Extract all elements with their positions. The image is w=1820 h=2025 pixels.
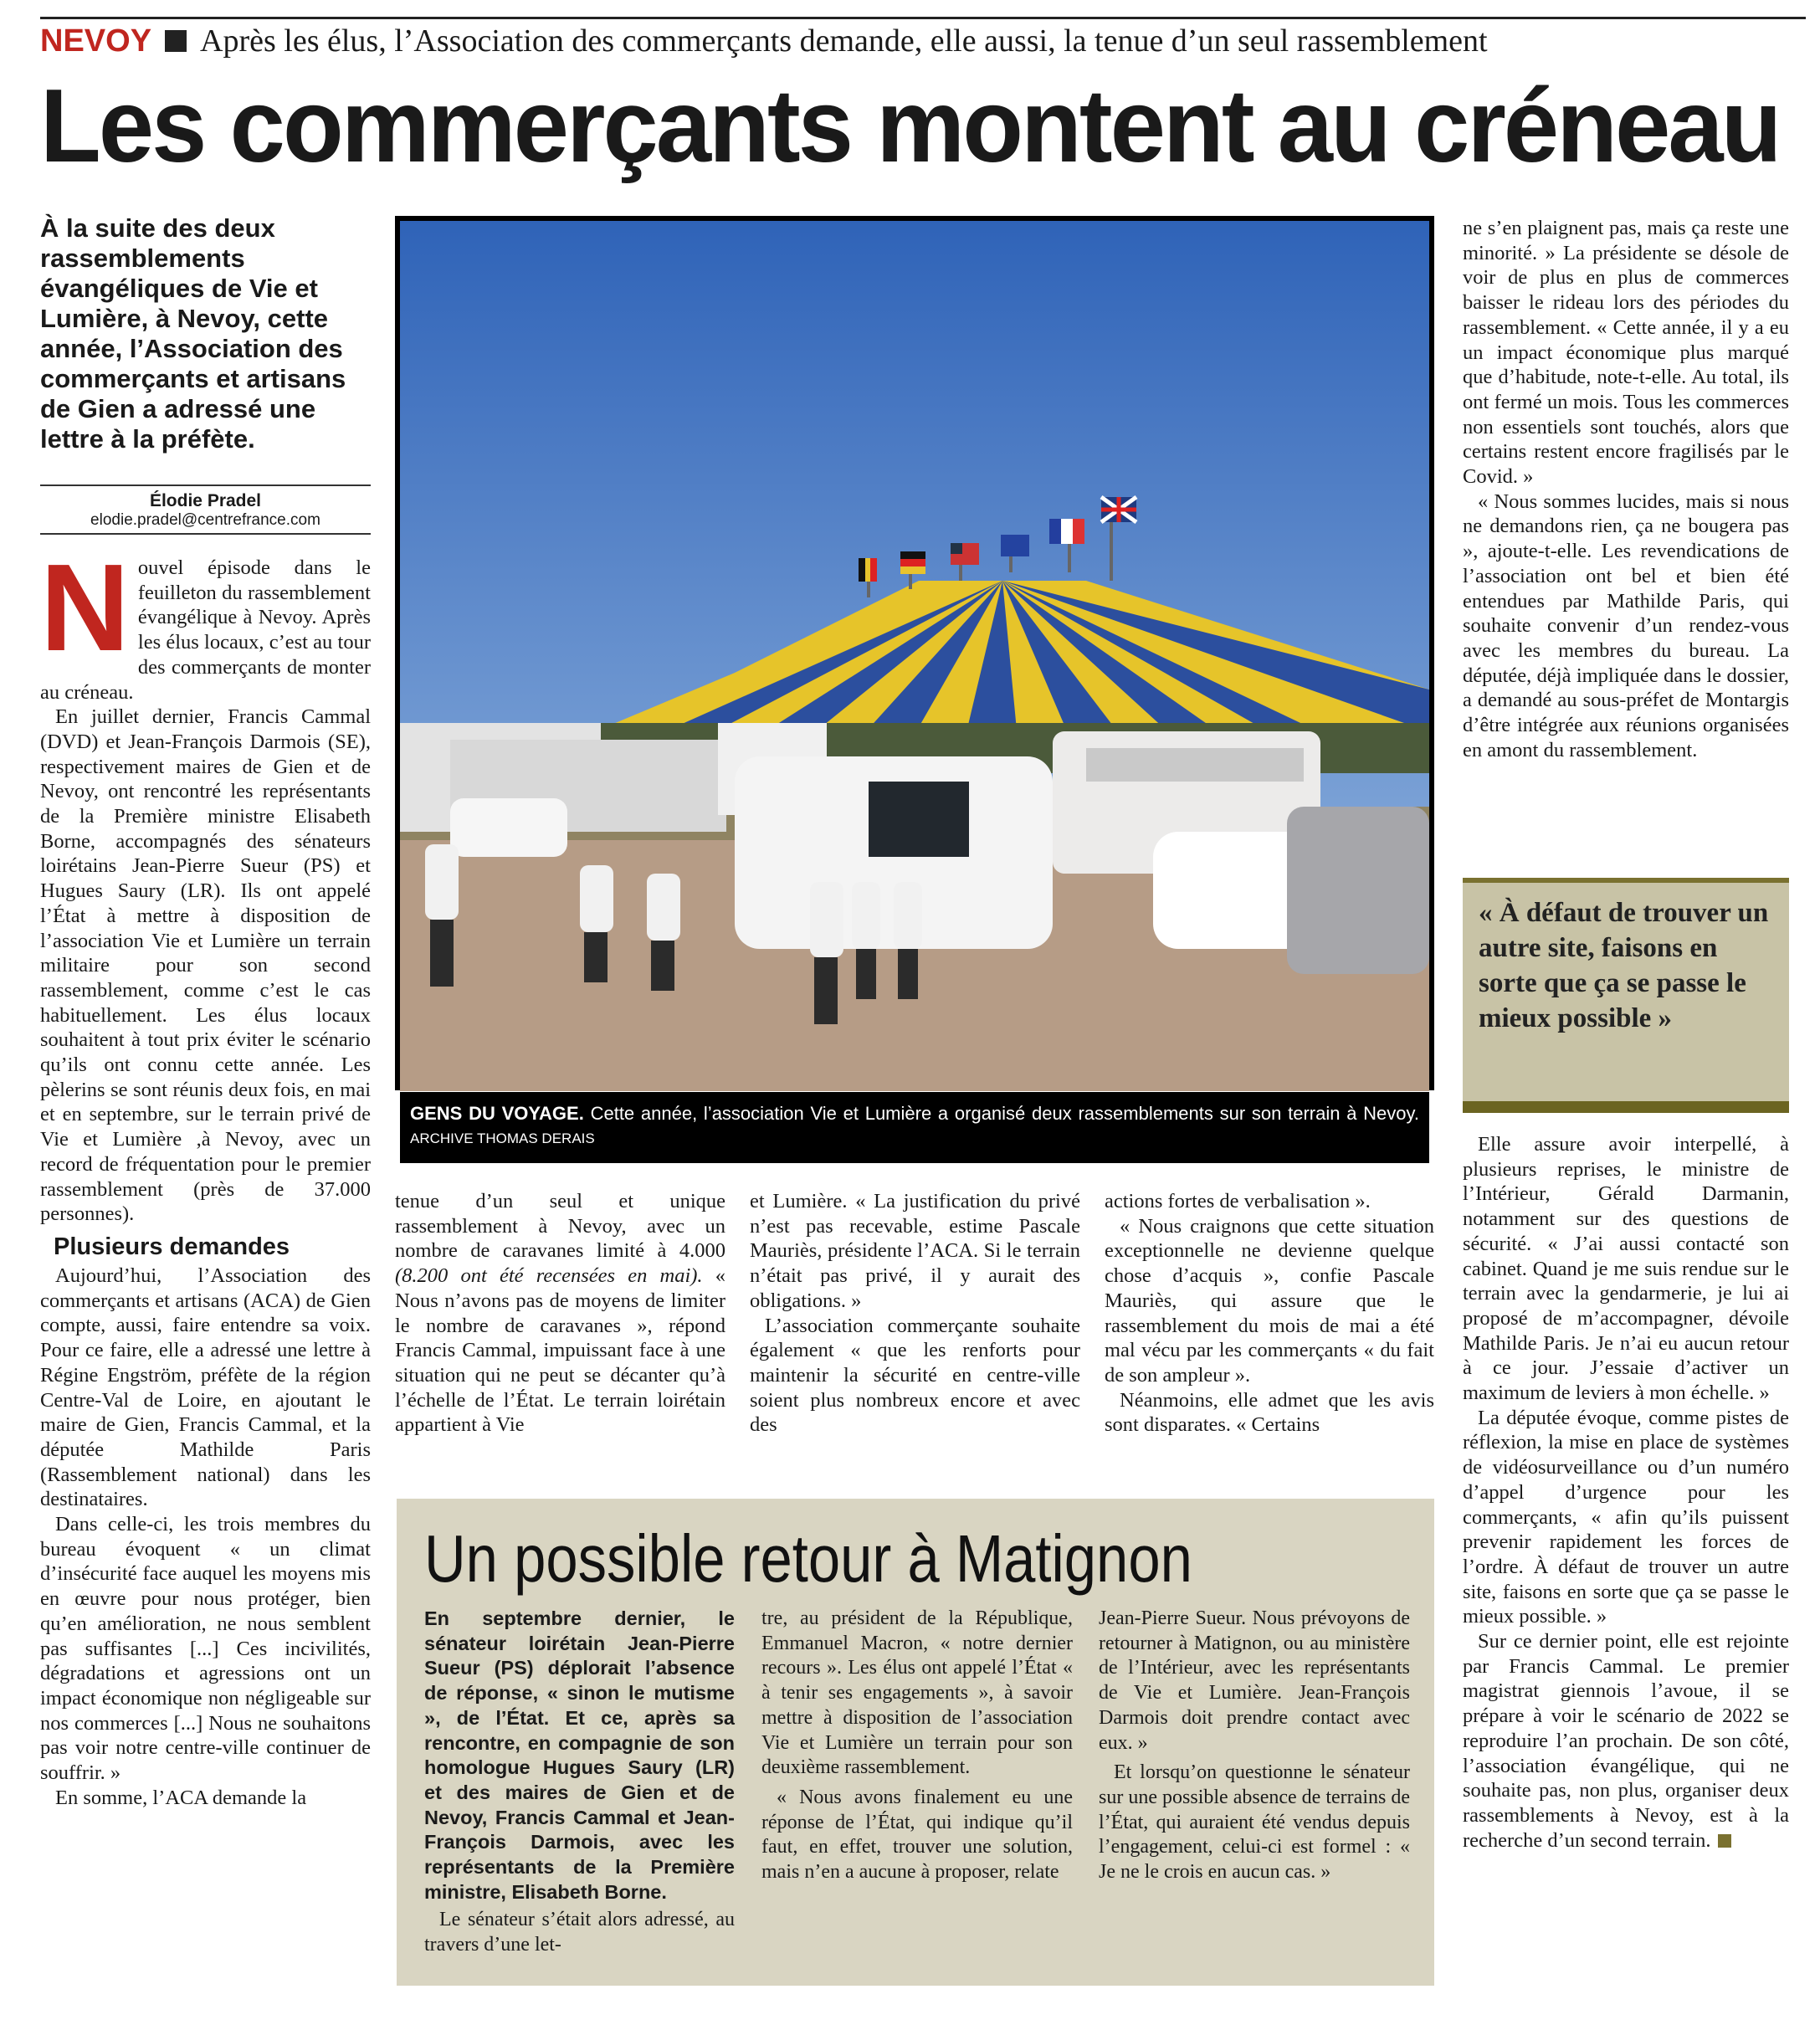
paragraph: L’association commerçante souhaite également « que les renforts pour maintenir la sécurité en centre-ville soient plus nombreux encore et avec des (750, 1314, 1080, 1437)
paragraph-text: Sur ce dernier point, elle est rejointe par Francis Cammal. Le premier magistrat giennois l’avoue, il se prépare à voir le scénario de 2022 se reproduire l’an prochain. De son côté, l’association évangélique, qui ne souhaite pas, non plus, organiser deux rassemblements à Nevoy, est à la recherche d’un second terrain. (1463, 1630, 1789, 1852)
article-column-5-bottom (1463, 1132, 1789, 1853)
paragraph-text: « Nous n’avons pas de moyens de limiter le nombre de caravanes », répond Francis Cammal, impuissant face à une situation qui ne peut se décanter qu’à l’échelle de l’État. Le terrain loirétain appartient à Vie (395, 1264, 725, 1437)
paragraph: tre, au président de la République, Emmanuel Macron, « notre dernier recours ». Les élus ont appelé l’État « à tenir ses engagements », à savoir mettre à disposition de l’association Vie et Lumière un terrain pour son deuxième rassemblement. (761, 1607, 1073, 1779)
paragraph: ne s’en plaignent pas, mais ça reste une minorité. » La présidente se désole de voir de plus en plus de commerces baisser le rideau lors des périodes du rassemblement. « Cette année, il y a eu un impact économique plus marqué que d’habitude, note-t-elle. Au total, ils ont fermé un mois. Tous les commerces non essentiels sont touchés, alors que certains restent encore fragilisés par le Covid. » (1463, 217, 1789, 489)
article-column-3 (750, 1189, 1080, 1438)
sidebar-column-1 (424, 1607, 735, 1958)
article-column-5-top (1463, 216, 1789, 762)
paragraph: et Lumière. « La justification du privé n’est pas recevable, estime Pascale Mauriès, présidente l’ACA. Si le terrain n’était pas privé, il y aurait des obligations. » (750, 1190, 1080, 1312)
author-email[interactable]: elodie.pradel@centrefrance.com (90, 511, 320, 529)
paragraph: Aujourd’hui, l’Association des commerçants et artisans (ACA) de Gien compte, aussi, faire entendre sa voix. Pour ce faire, elle a adressé une lettre à Régine Engström, préfète de la région Centre-Val de Loire, en ajoutant le maire de Gien, Francis Cammal, et la députée Mathilde Paris (Rassemblement national) dans les destinataires. (40, 1264, 371, 1511)
paragraph (1463, 1629, 1789, 1853)
paragraph: Le sénateur s’était alors adressé, au travers d’une let- (424, 1909, 735, 1956)
pull-quote: « À défaut de trouver un autre site, faisons en sorte que ça se passe le mieux possible » (1479, 898, 1769, 1033)
paragraph: Dans celle-ci, les trois membres du bureau évoquent « un climat d’insécurité face auquel les moyens mis en œuvre pour nous protéger, bien qu’en amélioration, ne nous semblent pas suffisantes [...] Ces incivilités, dégradations et agressions ont un impact économique non négligeable sur nos commerces [...] Nous ne souhaitons pas voir notre centre-ville continuer de souffrir. » (40, 1513, 371, 1785)
paragraph: Elle assure avoir interpellé, à plusieurs reprises, le ministre de l’Intérieur, Gérald Darmanin, notamment sur des questions de sécurité. « J’ai aussi contacté son cabinet. Quand je me suis rendue sur le terrain avec la gendarmerie, je lui ai proposé de m’accompagner, dévoile Mathilde Paris. Je n’ai eu aucun retour à ce jour. J’essaie d’activer un maximum de leviers à mon échelle. » (1463, 1133, 1789, 1405)
first-paragraph (40, 539, 371, 705)
kicker-place: NEVOY (40, 23, 152, 59)
drop-cap: N (40, 539, 130, 677)
headline: Les commerçants montent au créneau (40, 69, 1780, 184)
photo-caption (400, 1092, 1429, 1163)
byline (40, 484, 371, 535)
paragraph: En juillet dernier, Francis Cammal (DVD) et Jean-François Darmois (SE), respectivement maires de Gien et de Nevoy, ont rencontré les représentants de la Première ministre Elisabeth Borne, accompagnés des sénateurs loirétains Jean-Pierre Sueur (PS) et Hugues Saury (LR). Ils ont appelé l’État à mettre à disposition de l’association Vie et Lumière un terrain militaire pour son second rassemblement, comme c’est le cas habituellement. Les élus locaux souhaitent à tout prix éviter le scénario qu’ils ont connu cette année. Les pèlerins se sont réunis deux fois, en mai et en septembre, sur le terrain privé de Vie et Lumière ,à Nevoy, avec un record de fréquentation pour le premier rassemblement (près de 37.000 personnes). (40, 705, 371, 1226)
article-column-1 (40, 539, 371, 1810)
article-column-4 (1105, 1189, 1434, 1438)
tent-camp-illustration (400, 221, 1429, 1091)
caption-text: Cette année, l’association Vie et Lumière a organisé deux rassemblements sur son terrain à Nevoy. (590, 1103, 1420, 1124)
kicker-text: Après les élus, l’Association des commerçants demande, elle aussi, la tenue d’un seul rassemblement (200, 23, 1488, 59)
paragraph: actions fortes de verbalisation ». (1105, 1190, 1371, 1212)
paragraph: « Nous sommes lucides, mais si nous ne demandons rien, ça ne bougera pas », ajoute-t-elle. Les revendications de l’association ont bel et bien été entendues par Mathilde Paris, qui souhaite convenir d’un rendez-vous avec les membres du bureau. La députée, déjà impliquée dans le dossier, a demandé au sous-préfet de Montargis d’être intégrée aux réunions organisées en amont du rassemblement. (1463, 490, 1789, 761)
sidebar-column-3 (1099, 1607, 1410, 1885)
subheading: Plusieurs demandes (54, 1233, 290, 1260)
article-photo (395, 216, 1434, 1090)
kicker (40, 17, 1806, 60)
sidebar-title: Un possible retour à Matignon (424, 1521, 1192, 1596)
square-bullet-icon (165, 30, 187, 52)
italic-note: (8.200 ont été recensées en mai). (395, 1264, 703, 1288)
lead-paragraph: À la suite des deux rassemblements évangéliques de Vie et Lumière, à Nevoy, cette année, l’Association des commerçants et artisans de Gien a adressé une lettre à la préfète. (40, 213, 346, 454)
paragraph (395, 1189, 725, 1438)
author-name: Élodie Pradel (149, 491, 262, 510)
paragraph: Jean-Pierre Sueur. Nous prévoyons de retourner à Matignon, ou au ministère de l’Intérieur, avec les représentants de Vie et Lumière. Jean-François Darmois doit prendre contact avec eux. » (1099, 1607, 1410, 1754)
paragraph: « Nous avons finalement eu une réponse de l’État, qui indique qu’il faut, en effet, trouver une solution, mais n’en a aucune à proposer, relate (761, 1786, 1073, 1884)
paragraph: « Nous craignons que cette situation exceptionnelle ne devienne quelque chose d’acquis », confie Pascale Mauriès, qui assure que le rassemblement du mois de mai a été mal vécu par les commerçants « du fait de son ampleur ». (1105, 1214, 1434, 1387)
photo-credit: ARCHIVE THOMAS DERAIS (410, 1130, 595, 1146)
sidebar-column-2 (761, 1607, 1073, 1885)
paragraph-text: tenue d’un seul et unique rassemblement à Nevoy, avec un nombre de caravanes limité à 4.000 (395, 1190, 725, 1263)
article-column-2 (395, 1189, 725, 1438)
paragraph: Et lorsqu’on questionne le sénateur sur une possible absence de terrains de l’État, qui auraient été vendus depuis l’engagement, celui-ci est formel : « Je ne le crois en aucun cas. » (1099, 1761, 1410, 1884)
paragraph-text: ouvel épisode dans le feuilleton du rassemblement évangélique à Nevoy. Après les élus locaux, c’est au tour des commerçants de monter au créneau. (40, 556, 371, 704)
end-mark-icon (1718, 1834, 1731, 1848)
paragraph: Néanmoins, elle admet que les avis sont disparates. « Certains (1105, 1388, 1434, 1437)
paragraph: La députée évoque, comme pistes de réflexion, la mise en place de systèmes de vidéosurveillance ou d’un numéro d’appel d’urgence pour les commerçants, « afin qu’ils puissent prevenir rapidement les forces de l’ordre. À défaut de trouver un autre site, faisons en sorte que ça se passe le mieux possible. » (1463, 1406, 1789, 1628)
sidebar-intro: En septembre dernier, le sénateur loirétain Jean-Pierre Sueur (PS) déplorait l’absence de réponse, « sinon le mutisme », de l’État. Et ce, après sa rencontre, en compagnie de son homologue Hugues Saury (LR) et des maires de Gien et de Nevoy, Francis Cammal et Jean-François Darmois, avec les représentants de la Première ministre, Elisabeth Borne. (424, 1607, 735, 1903)
caption-kicker: GENS DU VOYAGE. (410, 1103, 584, 1124)
paragraph: En somme, l’ACA demande la (55, 1786, 307, 1809)
